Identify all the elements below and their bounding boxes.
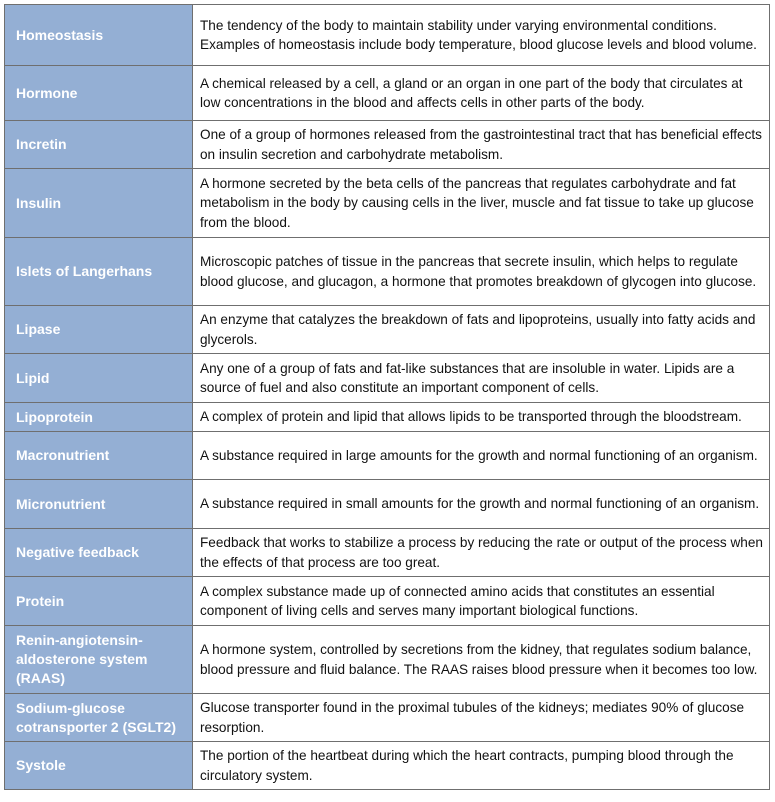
term-cell: Lipoprotein [5, 403, 193, 432]
term-cell: Systole [5, 742, 193, 790]
table-row [5, 626, 770, 694]
table-row [5, 354, 770, 403]
term-cell: Negative feedback [5, 529, 193, 577]
term-cell: Micronutrient [5, 480, 193, 529]
table-row [5, 403, 770, 432]
table-row [5, 694, 770, 742]
table-row [5, 577, 770, 626]
term-cell: Macronutrient [5, 432, 193, 480]
term-cell: Homeostasis [5, 5, 193, 66]
term-cell: Renin-angiotensin-aldosterone system (RAAS) [5, 626, 193, 694]
term-cell: Insulin [5, 169, 193, 238]
definition-cell: A substance required in small amounts for the growth and normal functioning of an organism. [193, 480, 770, 529]
definition-cell: A chemical released by a cell, a gland or an organ in one part of the body that circulates at low concentrations in the blood and affects cells in other parts of the body. [193, 66, 770, 121]
definition-cell: The portion of the heartbeat during which the heart contracts, pumping blood through the circulatory system. [193, 742, 770, 790]
table-row [5, 169, 770, 238]
table-row [5, 529, 770, 577]
definition-cell: A complex substance made up of connected amino acids that constitutes an essential component of living cells and serves many important biological functions. [193, 577, 770, 626]
definition-cell: Any one of a group of fats and fat-like substances that are insoluble in water. Lipids are a source of fuel and also constitute an important component of cells. [193, 354, 770, 403]
term-cell: Lipase [5, 306, 193, 354]
definition-cell: Microscopic patches of tissue in the pancreas that secrete insulin, which helps to regulate blood glucose, and glucagon, a hormone that promotes breakdown of glycogen into glucose. [193, 238, 770, 306]
table-row [5, 480, 770, 529]
table-row [5, 66, 770, 121]
table-row [5, 5, 770, 66]
definition-cell: A hormone secreted by the beta cells of the pancreas that regulates carbohydrate and fat metabolism in the body by causing cells in the liver, muscle and fat tissue to take up glucose from the blood. [193, 169, 770, 238]
definition-cell: A hormone system, controlled by secretions from the kidney, that regulates sodium balance, blood pressure and fluid balance. The RAAS raises blood pressure when it becomes too low. [193, 626, 770, 694]
term-cell: Sodium-glucose cotransporter 2 (SGLT2) [5, 694, 193, 742]
term-cell: Lipid [5, 354, 193, 403]
definition-cell: A complex of protein and lipid that allows lipids to be transported through the bloodstream. [193, 403, 770, 432]
term-cell: Islets of Langerhans [5, 238, 193, 306]
table-row [5, 742, 770, 790]
definition-cell: An enzyme that catalyzes the breakdown of fats and lipoproteins, usually into fatty acids and glycerols. [193, 306, 770, 354]
table-row [5, 238, 770, 306]
table-row [5, 121, 770, 169]
term-cell: Incretin [5, 121, 193, 169]
definition-cell: The tendency of the body to maintain stability under varying environmental conditions. Examples of homeostasis include body temperature, blood glucose levels and blood volume. [193, 5, 770, 66]
table-row [5, 432, 770, 480]
definition-cell: A substance required in large amounts for the growth and normal functioning of an organism. [193, 432, 770, 480]
table-row [5, 306, 770, 354]
term-cell: Hormone [5, 66, 193, 121]
term-cell: Protein [5, 577, 193, 626]
definition-cell: Glucose transporter found in the proximal tubules of the kidneys; mediates 90% of glucose resorption. [193, 694, 770, 742]
definition-cell: One of a group of hormones released from the gastrointestinal tract that has beneficial effects on insulin secretion and carbohydrate metabolism. [193, 121, 770, 169]
definition-cell: Feedback that works to stabilize a process by reducing the rate or output of the process when the effects of that process are too great. [193, 529, 770, 577]
glossary-table [4, 4, 770, 790]
